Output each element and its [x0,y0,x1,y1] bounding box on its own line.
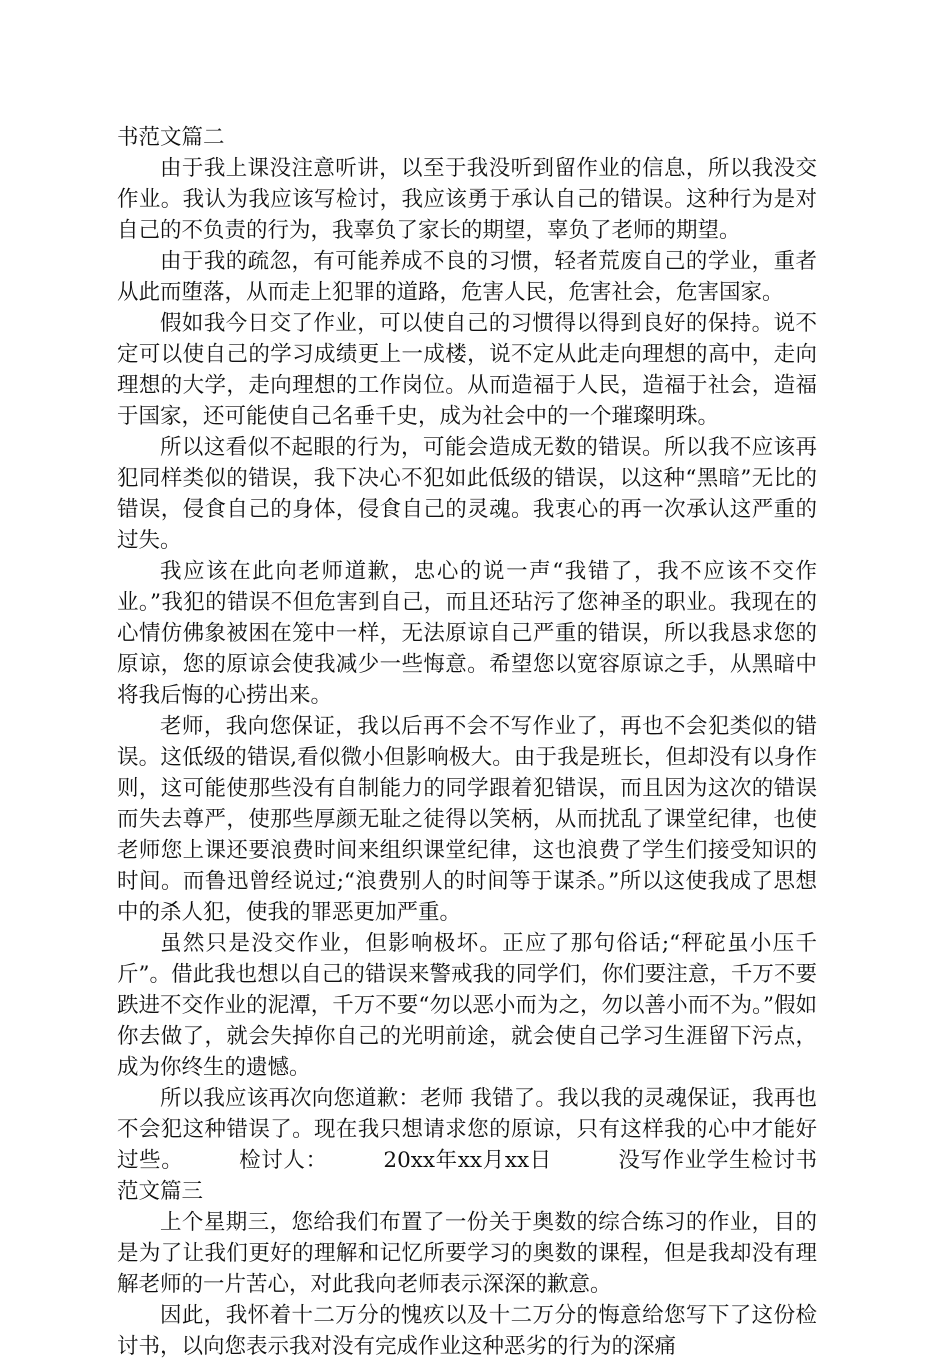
paragraph-9: 上个星期三，您给我们布置了一份关于奥数的综合练习的作业，目的是为了让我们更好的理解和记忆所要学习的奥数的课程，但是我却没有理解老师的一片苦心，对此我向老师表示深深的歉意。 [117,1210,817,1297]
paragraph-7: 虽然只是没交作业，但影响极坏。正应了那句俗话;“秤砣虽小压千斤”。借此我也想以自己的错误来警戒我的同学们，你们要注意，千万不要跌进不交作业的泥潭，千万不要“勿以恶小而为之，勿以善小而不为。”假如你去做了，就会失掉你自己的光明前途，就会使自己学习生涯留下污点，成为你终生的遗憾。 [117,931,817,1080]
paragraph-4: 所以这看似不起眼的行为，可能会造成无数的错误。所以我不应该再犯同样类似的错误，我下决心不犯如此低级的错误，以这种“黑暗”无比的错误，侵食自己的身体，侵食自己的灵魂。我衷心的再一次承认这严重的过失。 [117,435,817,553]
paragraph-6: 老师，我向您保证，我以后再不会不写作业了，再也不会犯类似的错误。这低级的错误,看似微小但影响极大。由于我是班长，但却没有以身作则，这可能使那些没有自制能力的同学跟着犯错误，而且因为这次的错误而失去尊严，使那些厚颜无耻之徒得以笑柄，从而扰乱了课堂纪律，也使老师您上课还要浪费时间来组织课堂纪律，这也浪费了学生们接受知识的时间。而鲁迅曾经说过;“浪费别人的时间等于谋杀。”所以这使我成了思想中的杀人犯，使我的罪恶更加严重。 [117,714,817,925]
paragraph-10: 因此，我怀着十二万分的愧疚以及十二万分的悔意给您写下了这份检讨书，以向您表示我对没有完成作业这种恶劣的行为的深痛 [117,1303,817,1359]
paragraph-5: 我应该在此向老师道歉，忠心的说一声“我错了，我不应该不交作业。”我犯的错误不但危害到自己，而且还玷污了您神圣的职业。我现在的心情仿佛象被困在笼中一样，无法原谅自己严重的错误，所以我恳求您的原谅，您的原谅会使我减少一些悔意。希望您以宽容原谅之手，从黑暗中将我后悔的心捞出来。 [117,559,817,708]
paragraph-2: 由于我的疏忽，有可能养成不良的习惯，轻者荒废自己的学业，重者从此而堕落，从而走上犯罪的道路，危害人民，危害社会，危害国家。 [117,249,817,305]
paragraph-1: 由于我上课没注意听讲，以至于我没听到留作业的信息，所以我没交作业。我认为我应该写检讨，我应该勇于承认自己的错误。这种行为是对自己的不负责的行为，我辜负了家长的期望，辜负了老师的期望。 [117,156,817,243]
document-page [117,122,817,1362]
paragraph-3: 假如我今日交了作业，可以使自己的习惯得以得到良好的保持。说不定可以使自己的学习成绩更上一成楼，说不定从此走向理想的高中，走向理想的大学，走向理想的工作岗位。从而造福于人民，造福于社会，造福于国家，还可能使自己名垂千史，成为社会中的一个璀璨明珠。 [117,311,817,429]
section-heading-fragment: 书范文篇二 [117,125,225,150]
paragraph-8-signature-and-next-title: 所以我应该再次向您道歉：老师 我错了。我以我的灵魂保证，我再也不会犯这种错误了。现在我只想请求您的原谅，只有这样我的心中才能好过些。 检讨人： 20xx年xx月xx日 没写作业学生检讨书范文篇三 [117,1086,817,1204]
